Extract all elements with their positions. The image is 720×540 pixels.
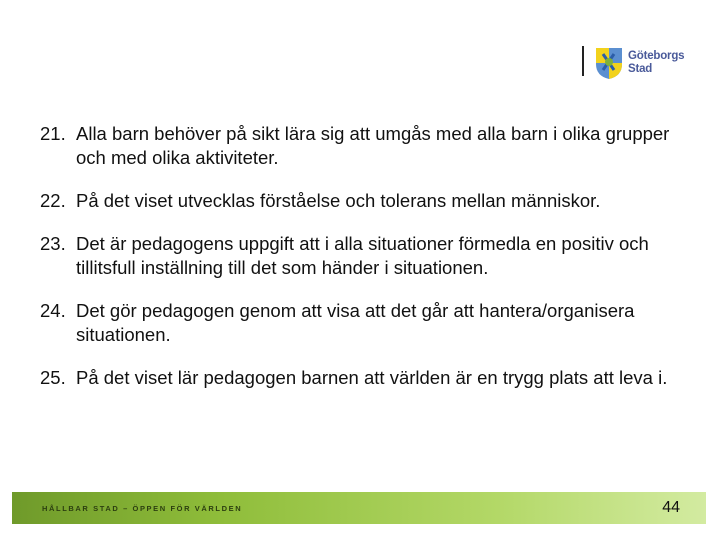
footer-tagline: HÅLLBAR STAD – ÖPPEN FÖR VÄRLDEN bbox=[42, 504, 243, 513]
item-number: 25. bbox=[40, 367, 66, 388]
item-number: 23. bbox=[40, 233, 66, 254]
logo-text-line2: Stad bbox=[628, 63, 653, 75]
item-text: På det viset utvecklas förståelse och tolerans mellan människor. bbox=[76, 190, 601, 211]
list-item bbox=[40, 122, 680, 170]
coat-of-arms-icon bbox=[594, 46, 624, 80]
list-item bbox=[40, 232, 680, 280]
item-text: På det viset lär pedagogen barnen att världen är en trygg plats att leva i. bbox=[76, 367, 668, 388]
list-item bbox=[40, 189, 680, 213]
item-number: 24. bbox=[40, 300, 66, 321]
item-number: 22. bbox=[40, 190, 66, 211]
numbered-list bbox=[40, 122, 680, 409]
item-text: Det är pedagogens uppgift att i alla situationer förmedla en positiv och tillitsfull inställning till det som händer i situationen. bbox=[76, 233, 649, 278]
list-item bbox=[40, 366, 680, 390]
page-number: 44 bbox=[662, 499, 680, 516]
footer-bar bbox=[12, 492, 706, 524]
item-text: Det gör pedagogen genom att visa att det går att hantera/organisera situationen. bbox=[76, 300, 635, 345]
city-logo bbox=[594, 46, 689, 80]
list-item bbox=[40, 299, 680, 347]
item-number: 21. bbox=[40, 123, 66, 144]
logo-divider bbox=[582, 46, 584, 76]
item-text: Alla barn behöver på sikt lära sig att umgås med alla barn i olika grupper och med olika aktiviteter. bbox=[76, 123, 670, 168]
logo-text-line1: Göteborgs bbox=[628, 50, 685, 62]
